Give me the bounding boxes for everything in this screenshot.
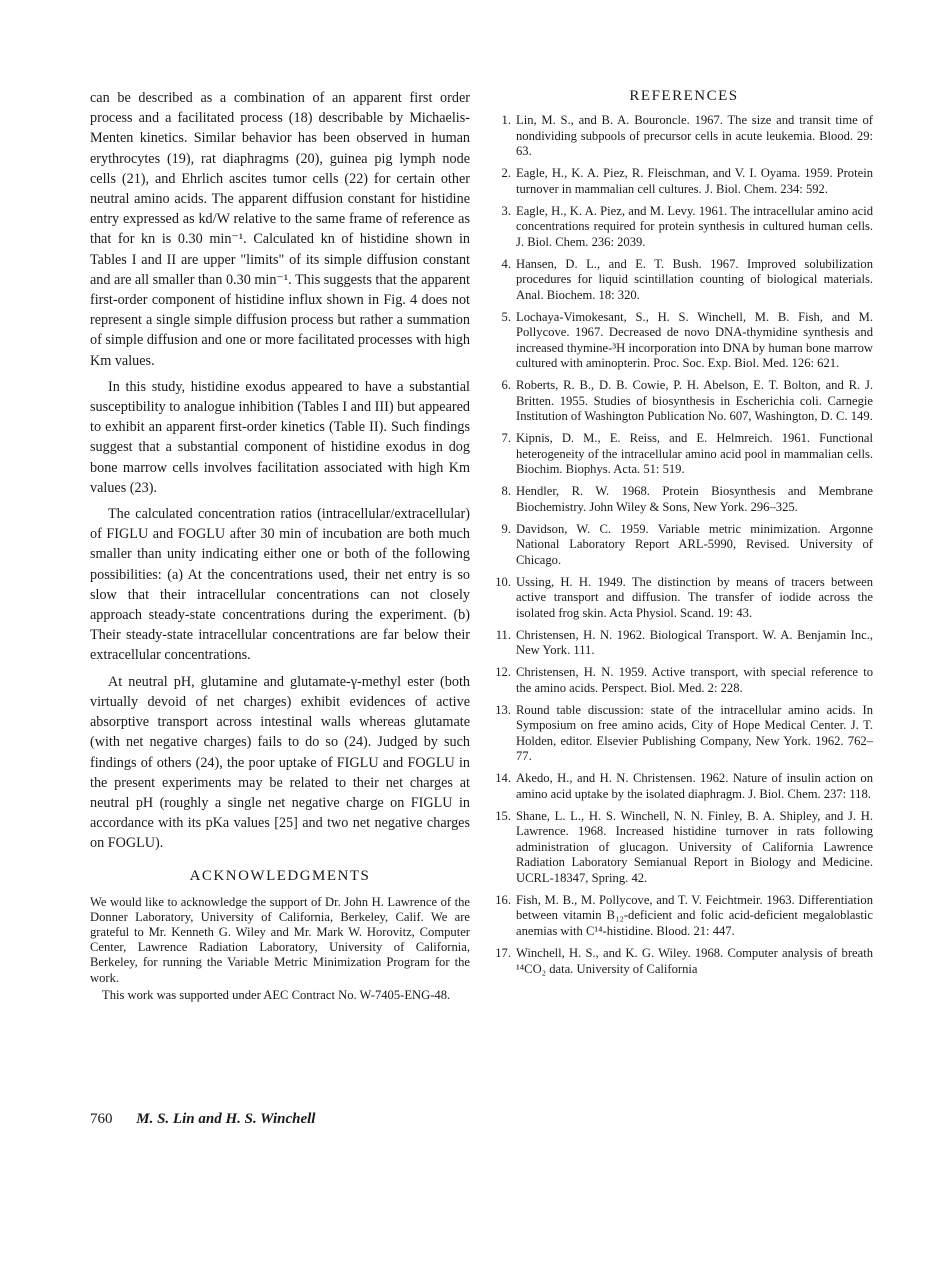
reference-number: 10. [495, 574, 511, 589]
reference-text: Fish, M. B., M. Pollycove, and T. V. Feichtmeir. 1963. Differentiation between vitamin B₁₂-deficient and folic acid-deficient megaloblastic anemias with C¹⁴-histidine. Blood. 21: 447. [516, 892, 873, 939]
reference-number: 2. [501, 166, 511, 181]
reference-number: 14. [495, 771, 511, 786]
body-paragraph-2: In this study, histidine exodus appeared to have a substantial susceptibility to analogue inhibition (Tables I and III) but appeared to exhibit an apparent first-order kinetics (Table II). Such findings suggest that a substantial component of histidine exodus in dog bone marrow cells involves facilitation associated with high Km values (23). [90, 378, 470, 496]
reference-item [495, 204, 873, 251]
reference-text: Ussing, H. H. 1949. The distinction by means of tracers between active transport and diffusion. The transfer of iodide across the isolated frog skin. Acta Physiol. Scand. 19: 43. [516, 574, 873, 620]
reference-text: Davidson, W. C. 1959. Variable metric minimization. Argonne National Laboratory Report ARL-5990, Revised. University of Chicago. [516, 521, 873, 567]
page-footer [90, 1111, 315, 1128]
reference-item [495, 809, 873, 887]
reference-item [495, 522, 873, 569]
reference-item [495, 484, 873, 515]
acknowledgments-heading: ACKNOWLEDGMENTS [189, 867, 371, 884]
reference-number: 4. [501, 256, 511, 271]
reference-item [495, 665, 873, 696]
page-number: 760 [90, 1111, 113, 1127]
reference-item [495, 946, 873, 977]
reference-number: 13. [495, 702, 511, 717]
left-column [90, 88, 470, 1005]
reference-number: 7. [501, 431, 511, 446]
reference-item [495, 431, 873, 478]
reference-item [495, 575, 873, 622]
reference-number: 5. [501, 309, 511, 324]
reference-number: 3. [501, 203, 511, 218]
reference-number: 17. [495, 945, 511, 960]
body-paragraph-4: At neutral pH, glutamine and glutamate-γ-methyl ester (both virtually devoid of net charges) exhibit evidences of active absorptive transport across intestinal walls whereas glutamate (with net negative charges) fails to do so (24). Judged by such findings of others (24), the poor uptake of FIGLU and FOGLU in the present experiments may be related to their net charges at neutral pH (roughly a single net negative charge on FIGLU in accordance with its pKa values [25] and two net negative charges on FOGLU). [90, 673, 470, 852]
reference-item [495, 703, 873, 765]
reference-text: Winchell, H. S., and K. G. Wiley. 1968. Computer analysis of breath ¹⁴CO₂ data. University of California [516, 945, 873, 976]
reference-list [495, 113, 873, 977]
reference-text: Round table discussion: state of the intracellular amino acids. In Symposium on free amino acids, City of Hope Medical Center. J. T. Holden, editor. Elsevier Publishing Company, New York. 1962. 762–77. [516, 702, 873, 764]
reference-text: Akedo, H., and H. N. Christensen. 1962. Nature of insulin action on amino acid uptake by the isolated diaphragm. J. Biol. Chem. 237: 118. [516, 771, 873, 801]
reference-number: 11. [495, 627, 511, 642]
acknowledgments-paragraph-1: We would like to acknowledge the support of Dr. John H. Lawrence of the Donner Laboratory, University of California, Berkeley, Calif. We are grateful to Mr. Kenneth G. Wiley and Mr. Mark W. Horovitz, Computer Center, Lawrence Radiation Laboratory, University of California, Berkeley, for running the Variable Metric Minimization Program for the work. [90, 894, 470, 985]
reference-number: 16. [495, 892, 511, 907]
reference-item [495, 310, 873, 372]
reference-item [495, 257, 873, 304]
right-column [495, 88, 873, 983]
reference-text: Kipnis, D. M., E. Reiss, and E. Helmreich. 1961. Functional heterogeneity of the intracellular amino acid pool in mammalian cells. Biochim. Biophys. Acta. 51: 519. [516, 431, 873, 477]
reference-text: Eagle, H., K. A. Piez, R. Fleischman, and V. I. Oyama. 1959. Protein turnover in mammalian cell cultures. J. Biol. Chem. 234: 592. [516, 166, 873, 196]
reference-item [495, 628, 873, 659]
reference-item [495, 378, 873, 425]
reference-number: 1. [501, 113, 511, 127]
reference-text: Christensen, H. N. 1962. Biological Transport. W. A. Benjamin Inc., New York. 111. [516, 627, 873, 658]
reference-number: 12. [495, 665, 511, 680]
running-authors: M. S. Lin and H. S. Winchell [136, 1111, 316, 1127]
reference-item [495, 166, 873, 197]
reference-text: Eagle, H., K. A. Piez, and M. Levy. 1961. The intracellular amino acid concentrations required for protein synthesis in cultured human cells. J. Biol. Chem. 236: 2039. [516, 203, 873, 249]
reference-text: Hendler, R. W. 1968. Protein Biosynthesis and Membrane Biochemistry. John Wiley & Sons, New York. 296–325. [516, 484, 873, 514]
reference-text: Christensen, H. N. 1959. Active transport, with special reference to the amino acids. Perspect. Biol. Med. 2: 228. [516, 665, 873, 695]
reference-text: Roberts, R. B., D. B. Cowie, P. H. Abelson, E. T. Bolton, and R. J. Britten. 1955. Studies of biosynthesis in Escherichia coli. Carnegie Institution of Washington Publication No. 607, Washington, D. C. 149. [516, 378, 873, 424]
body-paragraph-1: can be described as a combination of an apparent first order process and a facilitated process (18) describable by Michaelis-Menten kinetics. Similar behavior has been observed in human erythrocytes (19), rat diaphragms (20), guinea pig lymph node cells (21), and Ehrlich ascites tumor cells (22) for certain other neutral amino acids. The apparent diffusion constant for histidine entry expressed as kd/W relative to the same frame of reference as that for kn is 0.30 min⁻¹. Calculated kn of histidine shown in Tables I and II are upper "limits" of its simple diffusion constant and are all smaller than 0.30 min⁻¹. This suggests that the apparent first-order component of histidine influx shown in Fig. 4 does not represent a single simple diffusion process but rather a summation of simple diffusion and one or more facilitated processes with high Km values. [90, 90, 470, 369]
reference-text: Lochaya-Vimokesant, S., H. S. Winchell, M. B. Fish, and M. Pollycove. 1967. Decreased de novo DNA-thymidine synthesis and increased thymine-³H incorporation into DNA by human bone marrow cultured with aminopterin. Proc. Soc. Exp. Biol. Med. 126: 621. [516, 309, 873, 371]
reference-text: Lin, M. S., and B. A. Bouroncle. 1967. The size and transit time of nondividing subpools of precursor cells in acute leukemia. Blood. 29: 63. [516, 113, 873, 159]
acknowledgments-paragraph-2: This work was supported under AEC Contract No. W-7405-ENG-48. [102, 987, 451, 1002]
reference-item [495, 893, 873, 940]
reference-number: 6. [501, 378, 511, 393]
reference-text: Shane, L. L., H. S. Winchell, N. N. Finley, B. A. Shipley, and J. H. Lawrence. 1968. Increased histidine turnover in rats following administration of glucagon. University of California Lawrence Radiation Laboratory Semianual Report in Biology and Medicine. UCRL-18347, Spring. 42. [516, 808, 873, 885]
reference-number: 8. [501, 484, 511, 499]
reference-text: Hansen, D. L., and E. T. Bush. 1967. Improved solubilization procedures for liquid scintillation counting of biological materials. Anal. Biochem. 18: 320. [516, 256, 873, 302]
reference-number: 9. [501, 521, 511, 536]
references-heading: REFERENCES [629, 88, 739, 104]
reference-item [495, 771, 873, 802]
reference-number: 15. [495, 808, 511, 823]
body-paragraph-3: The calculated concentration ratios (intracellular/extracellular) of FIGLU and FOGLU after 30 min of incubation are both much smaller than unity indicating either one or both of the following possibilities: (a) At the concentrations used, their net entry is so slow that their intracellular concentrations can not closely approach steady-state concentrations during the experiment. (b) Their steady-state intracellular concentrations are far below their extracellular concentrations. [90, 506, 470, 664]
reference-item [495, 113, 873, 160]
